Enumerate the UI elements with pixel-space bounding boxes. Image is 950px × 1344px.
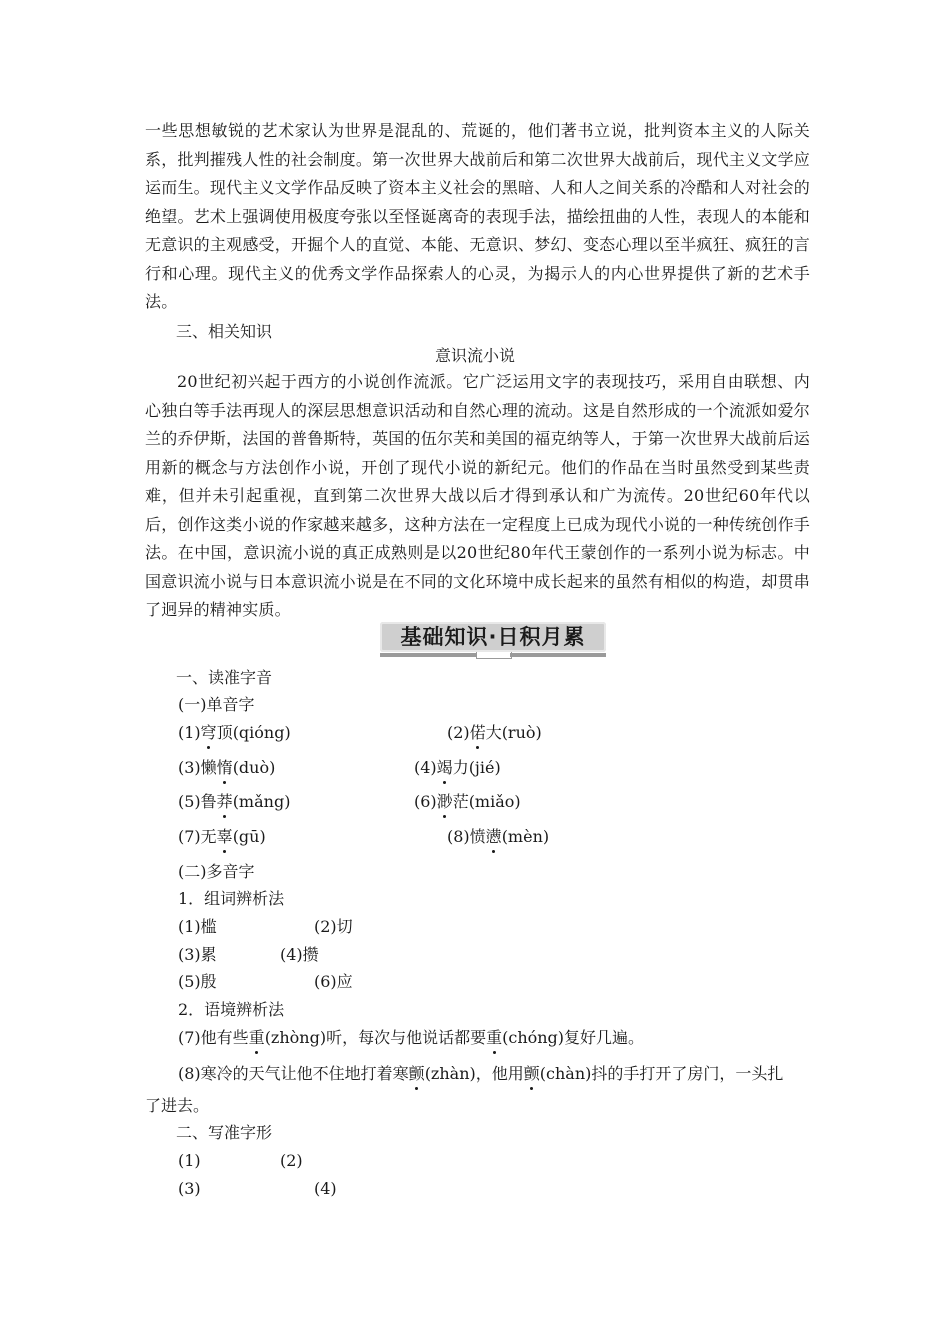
dotted-char: 重 — [248, 1028, 265, 1047]
heading-character-form: 二、写准字形 — [176, 1123, 273, 1142]
single-item-3: (3)懒惰(duò) — [178, 758, 276, 777]
dotted-char: 重 — [486, 1028, 503, 1047]
dotted-char: 颤 — [523, 1064, 540, 1083]
heading-method-2: 2．语境辨析法 — [178, 1000, 285, 1019]
banner-title: 基础知识·日积月累 — [400, 625, 586, 649]
single-item-2: (2)偌大(ruò) — [447, 723, 542, 742]
knowledge-title: 意识流小说 — [434, 346, 515, 365]
write-item: (1) — [178, 1151, 201, 1170]
context-item-8: (8)寒冷的天气让他不住地打着寒颤(zhàn)，他用颤(chàn)抖的手打开了房门，一头扎 — [178, 1064, 784, 1083]
write-item: (4) — [314, 1179, 337, 1198]
context-item-7: (7)他有些重(zhòng)听，每次与他说话都要重(chóng)复好几遍。 — [178, 1028, 645, 1047]
method1-item: (3)累 — [178, 945, 217, 964]
single-item-1: (1)穹顶(qióng) — [178, 723, 291, 742]
dotted-char: 偌 — [469, 723, 486, 742]
single-item-7: (7)无辜(gū) — [178, 827, 266, 846]
heading-method-1: 1．组词辨析法 — [178, 889, 285, 908]
method1-item: (5)殷 — [178, 972, 217, 991]
banner-underline-right — [510, 653, 606, 657]
dotted-char: 竭 — [436, 758, 453, 777]
dotted-char: 惰 — [216, 758, 233, 777]
intro-paragraph: 一些思想敏锐的艺术家认为世界是混乱的、荒诞的，他们著书立说，批判资本主义的人际关系，批判摧残人性的社会制度。第一次世界大战前后和第二次世界大战前后，现代主义文学应运而生。现代主义文学作品反映了资本主义社会的黑暗、人和人之间关系的冷酷和人对社会的绝望。艺术上强调使用极度夸张以至怪诞离奇的表现手法，描绘扭曲的人性，表现人的本能和无意识的主观感受，开掘个人的直觉、本能、无意识、梦幻、变态心理以至半疯狂、疯狂的言行和心理。现代主义的优秀文学作品探索人的心灵，为揭示人的内心世界提供了新的艺术手法。 — [145, 121, 810, 311]
dotted-char: 辜 — [216, 827, 233, 846]
method1-item: (2)切 — [314, 917, 353, 936]
dotted-char: 穹 — [200, 723, 217, 742]
single-item-4: (4)竭力(jié) — [414, 758, 501, 777]
section-banner — [380, 622, 606, 660]
write-item: (3) — [178, 1179, 201, 1198]
method1-item: (1)槛 — [178, 917, 217, 936]
dotted-char: 莽 — [216, 792, 233, 811]
dotted-char: 懑 — [485, 827, 502, 846]
single-item-5: (5)鲁莽(mǎng) — [178, 792, 291, 811]
context-item-8-continued: 了进去。 — [145, 1096, 210, 1115]
heading-multi-sound: (二)多音字 — [178, 862, 255, 881]
banner-underline-notch — [476, 652, 512, 659]
dotted-char: 颤 — [408, 1064, 425, 1083]
single-item-8: (8)愤懑(mèn) — [447, 827, 550, 846]
knowledge-paragraph: 20世纪初兴起于西方的小说创作流派。它广泛运用文字的表现技巧，采用自由联想、内心独白等手法再现人的深层思想意识活动和自然心理的流动。这是自然形成的一个流派如爱尔兰的乔伊斯，法国的普鲁斯特，英国的伍尔芙和美国的福克纳等人，于第一次世界大战前后运用新的概念与方法创作小说，开创了现代小说的新纪元。他们的作品在当时虽然受到某些责难，但并未引起重视，直到第二次世界大战以后才得到承认和广为流传。20世纪60年代以后，创作这类小说的作家越来越多，这种方法在一定程度上已成为现代小说的一种传统创作手法。在中国，意识流小说的真正成熟则是以20世纪80年代王蒙创作的一系列小说为标志。中国意识流小说与日本意识流小说是在不同的文化环境中成长起来的虽然有相似的构造，却贯串了迥异的精神实质。 — [145, 372, 810, 619]
section-heading-related-knowledge: 三、相关知识 — [176, 322, 273, 341]
banner-underline-left — [380, 653, 476, 657]
method1-item: (6)应 — [314, 972, 353, 991]
method1-item: (4)攒 — [280, 945, 319, 964]
single-item-6: (6)渺茫(miǎo) — [414, 792, 521, 811]
heading-single-sound: (一)单音字 — [178, 695, 255, 714]
write-item: (2) — [280, 1151, 303, 1170]
heading-pronunciation: 一、读准字音 — [176, 668, 273, 687]
dotted-char: 渺 — [436, 792, 453, 811]
